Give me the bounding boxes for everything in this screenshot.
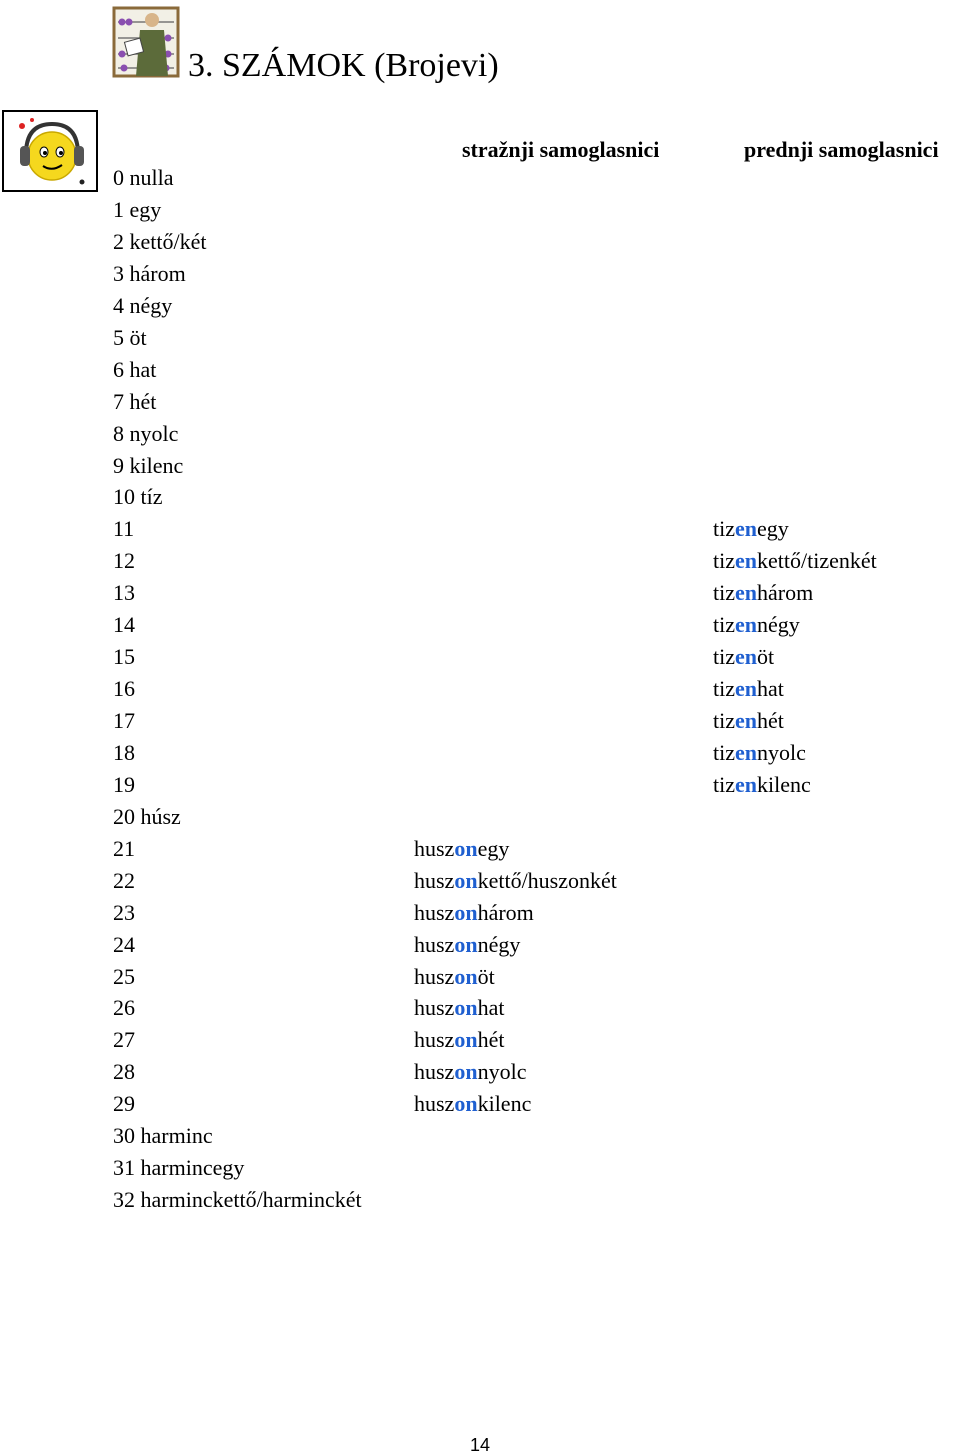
- table-row: [0, 258, 960, 290]
- word-part: husz: [414, 1059, 455, 1085]
- table-row: [0, 481, 960, 513]
- table-row: [0, 322, 960, 354]
- number-word: 15: [113, 644, 135, 670]
- back-vowel-form: [414, 929, 520, 961]
- table-row: [0, 194, 960, 226]
- suffix-highlight: on: [454, 1091, 478, 1117]
- number-word: 20 húsz: [113, 803, 181, 829]
- word-part: husz: [414, 1091, 455, 1117]
- number-word: 31 harmincegy: [113, 1155, 245, 1181]
- suffix-highlight: en: [735, 612, 757, 638]
- number-word: 24: [113, 931, 135, 957]
- suffix-highlight: on: [454, 931, 478, 957]
- number-word: 14: [113, 612, 135, 638]
- back-vowel-form: [414, 1056, 526, 1088]
- word-part: husz: [414, 835, 455, 861]
- table-row: [0, 833, 960, 865]
- number-word: 25: [113, 963, 135, 989]
- suffix-highlight: on: [454, 963, 478, 989]
- word-part: tiz: [713, 612, 735, 638]
- table-row: [0, 162, 960, 194]
- word-part: négy: [757, 612, 800, 638]
- suffix-highlight: on: [454, 995, 478, 1021]
- number-word: 2 kettő/két: [113, 228, 207, 254]
- number-word: 9 kilenc: [113, 452, 184, 478]
- table-row: [0, 418, 960, 450]
- front-vowel-form: [713, 577, 813, 609]
- number-word: 18: [113, 739, 135, 765]
- front-vowel-form: [713, 641, 774, 673]
- suffix-highlight: en: [735, 771, 757, 797]
- word-part: husz: [414, 963, 455, 989]
- table-row: [0, 1088, 960, 1120]
- table-row: [0, 226, 960, 258]
- word-part: tiz: [713, 739, 735, 765]
- suffix-highlight: en: [735, 739, 757, 765]
- back-vowel-form: [414, 961, 495, 993]
- suffix-highlight: en: [735, 708, 757, 733]
- number-word: 10 tíz: [113, 484, 163, 510]
- back-vowel-form: [414, 1088, 531, 1120]
- word-part: kilenc: [477, 1091, 532, 1117]
- word-part: egy: [477, 835, 510, 861]
- word-part: egy: [757, 516, 789, 542]
- table-row: [0, 929, 960, 961]
- page-title: 3. SZÁMOK (Brojevi): [188, 47, 499, 84]
- word-part: öt: [757, 644, 775, 670]
- table-row: [0, 1152, 960, 1184]
- number-word: 0 nulla: [113, 165, 174, 190]
- table-row: [0, 577, 960, 609]
- suffix-highlight: en: [735, 676, 757, 701]
- front-vowel-form: [713, 609, 800, 641]
- suffix-highlight: en: [735, 548, 757, 574]
- number-word: 11: [113, 516, 135, 542]
- word-part: három: [757, 580, 814, 606]
- word-part: négy: [477, 931, 521, 957]
- number-word: 16: [113, 676, 135, 701]
- table-row: [0, 386, 960, 418]
- number-word: 3 három: [113, 260, 186, 286]
- word-part: hét: [477, 1027, 505, 1053]
- number-word: 21: [113, 835, 135, 861]
- number-word: 23: [113, 899, 135, 925]
- number-word: 12: [113, 548, 135, 574]
- number-word: 29: [113, 1091, 135, 1117]
- word-part: tiz: [713, 580, 735, 606]
- table-row: [0, 673, 960, 705]
- table-row: [0, 513, 960, 545]
- table-row: [0, 992, 960, 1024]
- word-part: tiz: [713, 644, 735, 670]
- table-row: [0, 641, 960, 673]
- word-part: husz: [414, 1027, 455, 1053]
- table-row: [0, 1056, 960, 1088]
- table-row: [0, 450, 960, 482]
- front-vowel-form: [713, 737, 806, 769]
- word-part: husz: [414, 995, 455, 1021]
- number-word: 13: [113, 580, 135, 606]
- table-row: [0, 545, 960, 577]
- number-word: 17: [113, 708, 135, 733]
- number-word: 27: [113, 1027, 135, 1053]
- number-word: 6 hat: [113, 356, 157, 382]
- word-part: hat: [757, 676, 784, 701]
- number-word: 5 öt: [113, 324, 147, 350]
- word-part: husz: [414, 867, 455, 893]
- number-word: 28: [113, 1059, 135, 1085]
- number-word: 4 négy: [113, 292, 173, 318]
- back-vowel-form: [414, 865, 617, 897]
- word-part: nyolc: [757, 739, 806, 765]
- number-word: 30 harminc: [113, 1123, 213, 1149]
- header-back-vowels: stražnji samoglasnici: [462, 137, 660, 162]
- back-vowel-form: [414, 992, 504, 1024]
- word-part: három: [477, 899, 534, 925]
- table-row: [0, 1184, 960, 1216]
- suffix-highlight: on: [454, 835, 478, 861]
- table-row: [0, 961, 960, 993]
- suffix-highlight: on: [454, 899, 478, 925]
- word-part: kettő/huszonkét: [477, 867, 617, 893]
- word-part: tiz: [713, 676, 735, 701]
- page-number: 14: [469, 1435, 491, 1455]
- table-row: [0, 609, 960, 641]
- word-part: nyolc: [477, 1059, 527, 1085]
- table-row: [0, 897, 960, 929]
- suffix-highlight: on: [454, 867, 478, 893]
- table-row: [0, 1024, 960, 1056]
- word-part: hét: [757, 708, 784, 733]
- word-part: husz: [414, 899, 455, 925]
- word-part: hat: [477, 995, 505, 1021]
- front-vowel-form: [713, 705, 784, 737]
- number-word: 32 harminckettő/harminckét: [113, 1187, 362, 1213]
- header-front-vowels: prednji samoglasnici: [744, 137, 939, 162]
- word-part: tiz: [713, 548, 735, 574]
- suffix-highlight: on: [454, 1027, 478, 1053]
- suffix-highlight: en: [735, 516, 757, 542]
- abacus-teacher-icon: [112, 6, 180, 78]
- number-word: 22: [113, 867, 135, 893]
- table-row: [0, 1120, 960, 1152]
- front-vowel-form: [713, 673, 784, 705]
- front-vowel-form: [713, 545, 877, 577]
- table-row: [0, 705, 960, 737]
- word-part: husz: [414, 931, 455, 957]
- word-part: tiz: [713, 516, 735, 542]
- number-word: 7 hét: [113, 388, 157, 414]
- front-vowel-form: [713, 513, 789, 545]
- word-part: tiz: [713, 771, 735, 797]
- word-part: tiz: [713, 708, 735, 733]
- table-row: [0, 290, 960, 322]
- back-vowel-form: [414, 1024, 504, 1056]
- table-row: [0, 801, 960, 833]
- suffix-highlight: en: [735, 644, 757, 670]
- table-row: [0, 865, 960, 897]
- number-word: 8 nyolc: [113, 420, 179, 446]
- number-word: 19: [113, 771, 135, 797]
- suffix-highlight: on: [454, 1059, 478, 1085]
- back-vowel-form: [414, 897, 534, 929]
- table-row: [0, 354, 960, 386]
- table-row: [0, 737, 960, 769]
- word-part: kilenc: [757, 771, 811, 797]
- word-part: öt: [477, 963, 495, 989]
- table-row: [0, 769, 960, 801]
- suffix-highlight: en: [735, 580, 757, 606]
- back-vowel-form: [414, 833, 509, 865]
- number-word: 1 egy: [113, 196, 162, 222]
- number-word: 26: [113, 995, 135, 1021]
- front-vowel-form: [713, 769, 811, 801]
- word-part: kettő/tizenkét: [757, 548, 877, 574]
